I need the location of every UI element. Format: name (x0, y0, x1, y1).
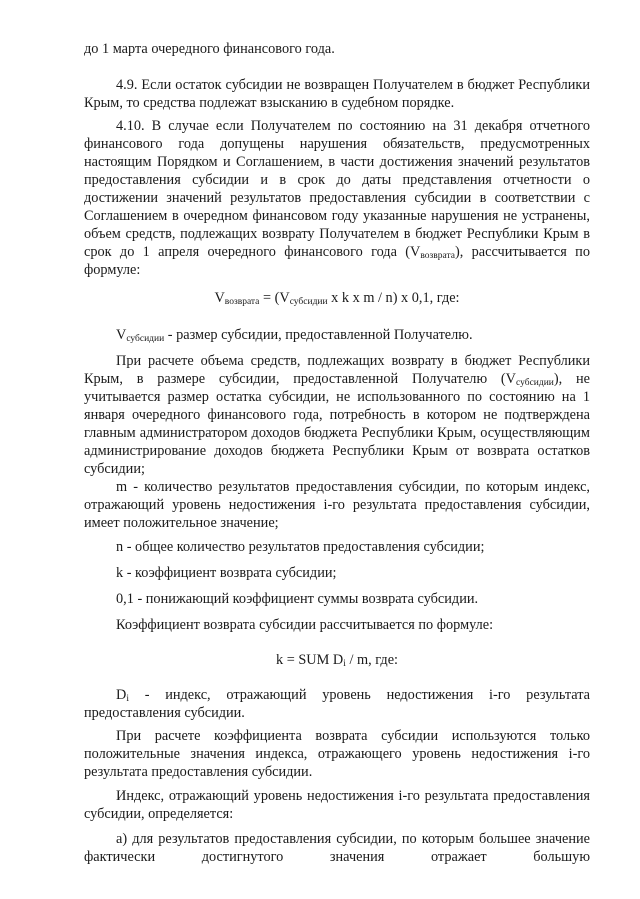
paragraph-m (84, 478, 590, 532)
paragraph-4-10 (84, 117, 590, 279)
formula-1-part-a: V (214, 290, 225, 306)
formula-1-sub-subsidii: субсидии (289, 297, 328, 307)
paragraph-calculation-subscript: субсидии (516, 378, 554, 388)
formula-1-part-c: x k x m / n) x 0,1, где: (327, 290, 460, 306)
paragraph-0-1-text: 0,1 - понижающий коэффициент суммы возврата субсидии. (116, 591, 479, 607)
paragraph-positive-values-text: При расчете коэффициента возврата субсидии используются только положительные значения индекса, отражающего уровень недостижения i-го результата предоставления субсидии. (84, 728, 590, 780)
paragraph-index-definition (84, 787, 590, 823)
vsub-subscript: субсидии (126, 334, 165, 344)
formula-1-part-b: = (V (259, 290, 290, 306)
vsub-part-a: V (116, 327, 127, 343)
di-part-b: - индекс, отражающий уровень недостижения i-го результата предоставления субсидии. (84, 687, 590, 721)
paragraph-k-calc-text: Коэффициент возврата субсидии рассчитывается по формуле: (116, 617, 494, 633)
paragraph-positive-values (84, 727, 590, 781)
paragraph-di (84, 686, 590, 722)
formula-2-subscript: i (343, 659, 346, 669)
paragraph-k-calc (84, 616, 590, 634)
vsub-part-b: - размер субсидии, предоставленной Получателю. (164, 327, 473, 343)
paragraph-intro (84, 40, 590, 58)
paragraph-4-10-text-a: 4.10. В случае если Получателем по состоянию на 31 декабря отчетного финансового года допущены нарушения обязательств, предусмотренных настоящим Порядком и Соглашением, в части достижения значений результатов предоставления субсидии и в срок до даты представления отчетности о достижении значений результатов предоставления субсидии в соответствии с Соглашением в очередном финансовом году указанные нарушения не устранены, объем средств, подлежащих возврату Получателем в бюджет Республики Крым в срок до 1 апреля очередного финансового года (V (84, 118, 590, 260)
formula-v-vozvrata (84, 289, 590, 307)
paragraph-4-10-text-b: ), рассчитывается по формуле: (84, 244, 590, 278)
paragraph-a-text: а) для результатов предоставления субсидии, по которым большее значение фактически достигнутого значения отражает большую (84, 831, 590, 865)
formula-2-part-b: / m, где: (345, 652, 399, 668)
paragraph-n-text: n - общее количество результатов предоставления субсидии; (116, 539, 485, 555)
paragraph-n (84, 538, 590, 556)
paragraph-k (84, 564, 590, 582)
formula-k (84, 651, 590, 669)
paragraph-calculation-text-a: При расчете объема средств, подлежащих возврату в бюджет Республики Крым, в размере субсидии, предоставленной Получателю (V (84, 353, 590, 387)
formula-1-sub-vozvrata: возврата (224, 297, 260, 307)
paragraph-v-subsidii (84, 326, 590, 344)
di-part-a: D (116, 687, 127, 703)
paragraph-4-9 (84, 76, 590, 112)
paragraph-calculation (84, 352, 590, 478)
paragraph-index-definition-text: Индекс, отражающий уровень недостижения i-го результата предоставления субсидии, определяется: (84, 788, 590, 822)
paragraph-m-text: m - количество результатов предоставления субсидии, по которым индекс, отражающий уровень недостижения i-го результата предоставления субсидии, имеет положительное значение; (84, 479, 590, 531)
di-subscript: i (126, 694, 129, 704)
paragraph-intro-text: до 1 марта очередного финансового года. (84, 41, 335, 57)
paragraph-4-9-text: 4.9. Если остаток субсидии не возвращен Получателем в бюджет Республики Крым, то средства подлежат взысканию в судебном порядке. (84, 77, 590, 111)
paragraph-0-1 (84, 590, 590, 608)
paragraph-a (84, 830, 590, 866)
paragraph-calculation-text-b: ), не учитывается размер остатка субсидии, не использованного по состоянию на 1 января очередного финансового года, потребность в котором не подтверждена главным администратором доходов бюджета Республики Крым, осуществляющим администрирование доходов бюджета Республики Крым от возврата остатков субсидии; (84, 371, 590, 477)
paragraph-k-text: k - коэффициент возврата субсидии; (116, 565, 337, 581)
subscript-vozvrata: возврата (420, 251, 455, 261)
formula-2-part-a: k = SUM D (275, 652, 344, 668)
